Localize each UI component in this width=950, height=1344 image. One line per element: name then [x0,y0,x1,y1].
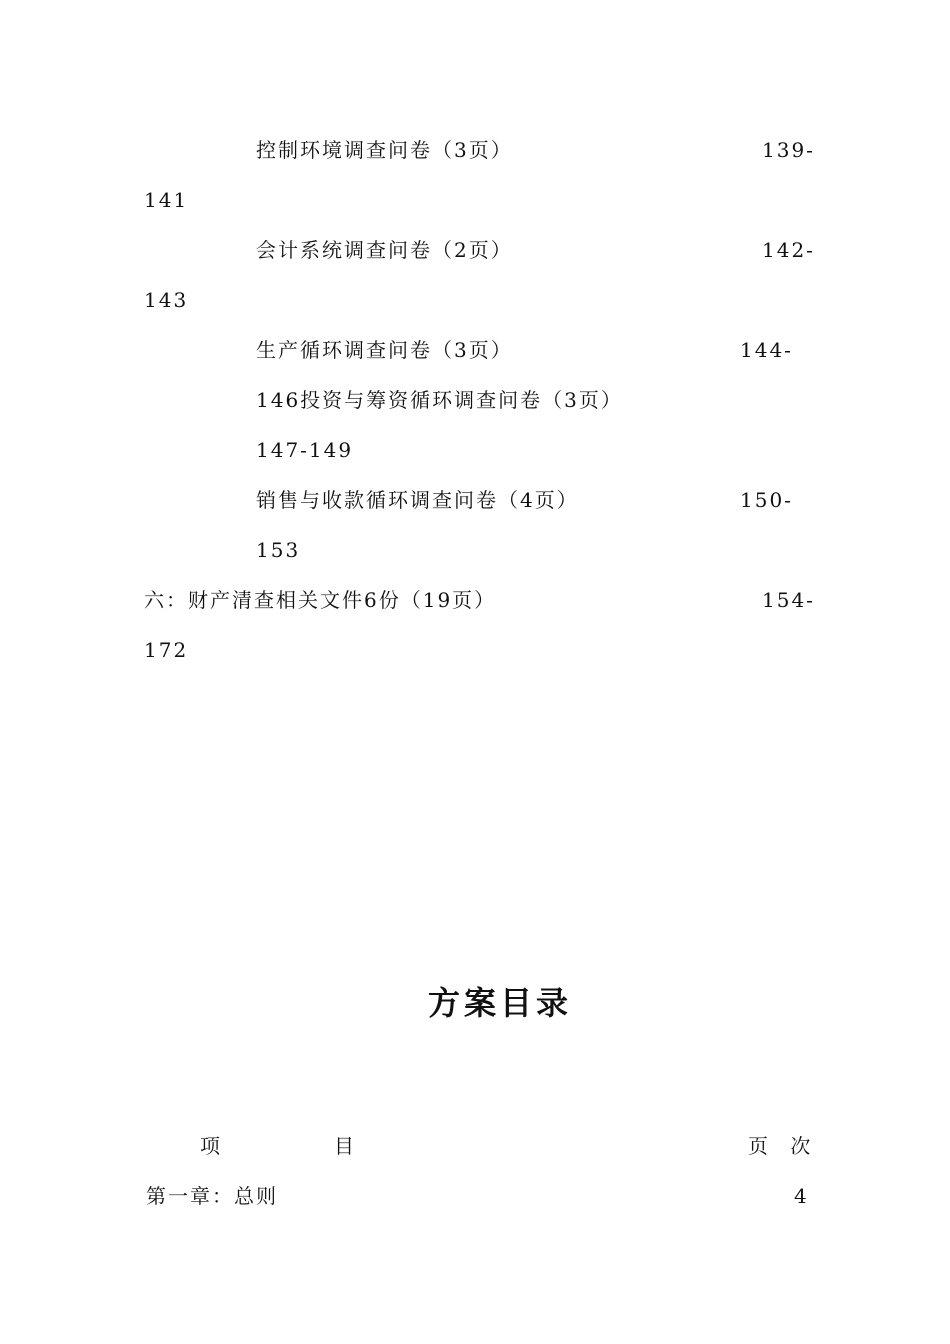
toc-text: 146投资与筹资循环调查问卷（3页） [256,388,623,412]
chapter1-text: 第一章：总则 [146,1184,278,1208]
toc-text: 六：财产清查相关文件6份（19页） [144,588,497,612]
chapter1-page: 4 [794,1184,809,1208]
toc-page: 150- [740,488,793,512]
toc-page-cont: 141 [144,188,189,212]
header-page-label: 页 次 [748,1134,819,1158]
toc-page: 144- [740,338,793,362]
toc-page: 154- [762,588,815,612]
toc-text: 销售与收款循环调查问卷（4页） [256,488,579,512]
toc-text: 生产循环调查问卷（3页） [256,338,513,362]
plan-title: 方案目录 [427,984,572,1022]
toc-text: 会计系统调查问卷（2页） [256,238,513,262]
toc-page: 139- [762,138,815,162]
toc-text: 控制环境调查问卷（3页） [256,138,513,162]
toc-page: 142- [762,238,815,262]
header-item-a: 项 [200,1134,222,1158]
toc-page-cont: 172 [144,638,189,662]
toc-text: 153 [256,538,301,562]
toc-page-cont: 143 [144,288,189,312]
header-item-b: 目 [334,1134,356,1158]
toc-text: 147-149 [256,438,354,462]
